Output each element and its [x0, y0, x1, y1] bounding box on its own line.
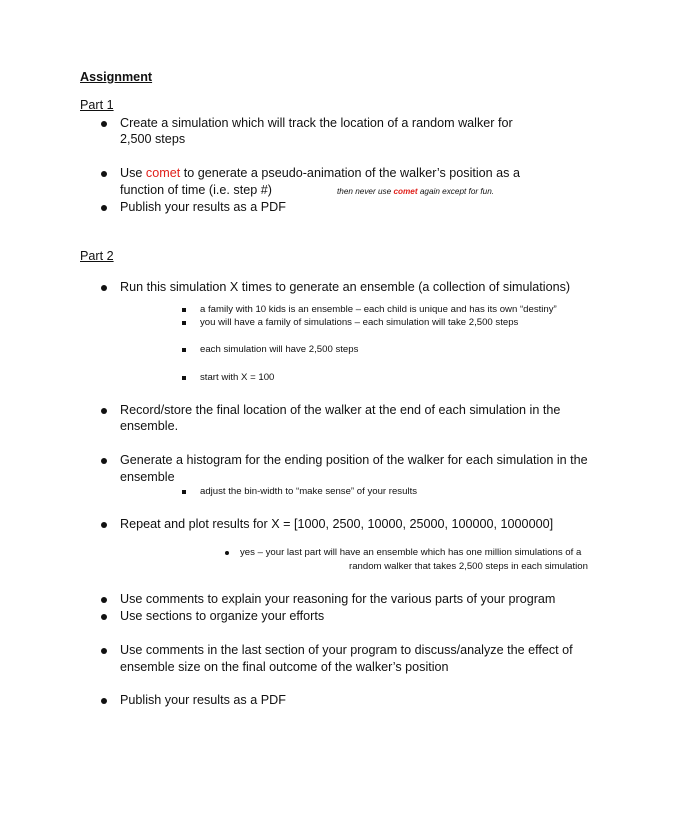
part2-heading: Part 2 — [80, 249, 114, 263]
bullet-icon — [101, 614, 107, 620]
bullet-icon — [101, 408, 107, 414]
part1-bullet1-line1: Create a simulation which will track the location of a random walker for — [120, 116, 513, 130]
note-keyword: comet — [393, 187, 418, 196]
part1-bullet1-line2: 2,500 steps — [120, 132, 186, 146]
part1-bullet2-line2: function of time (i.e. step #) — [120, 183, 272, 197]
bullet-icon — [225, 551, 229, 555]
part1-heading: Part 1 — [80, 98, 114, 112]
record-line1: Record/store the final location of the walker at the end of each simulation in the — [120, 403, 561, 417]
sub-bullet-start: start with X = 100 — [200, 372, 275, 383]
histogram-line2: ensemble — [120, 470, 175, 484]
publish-text: Publish your results as a PDF — [120, 693, 286, 707]
comments-text: Use comments to explain your reasoning for the various parts of your program — [120, 592, 556, 606]
assignment-title: Assignment — [80, 70, 153, 84]
bullet-icon — [101, 171, 107, 177]
bullet-icon — [101, 121, 107, 127]
sub-bullet-family: a family with 10 kids is an ensemble – each child is unique and has its own “destiny” — [200, 304, 557, 315]
last-section-line1: Use comments in the last section of your program to discuss/analyze the effect of — [120, 643, 573, 657]
last-section-line2: ensemble size on the final outcome of the walker’s position — [120, 660, 449, 674]
part1-bullet2-line1 — [120, 165, 520, 182]
bullet-icon — [101, 458, 107, 464]
comet-keyword: comet — [145, 166, 181, 180]
note-suffix: again except for fun. — [417, 187, 495, 196]
square-bullet-icon — [182, 376, 186, 380]
bullet-icon — [101, 597, 107, 603]
histogram-line1: Generate a histogram for the ending position of the walker for each simulation in the — [120, 453, 588, 467]
sub-bullet-bin-width: adjust the bin-width to “make sense” of your results — [200, 486, 418, 497]
comet-note — [337, 186, 494, 198]
bullet-icon — [101, 205, 107, 211]
sub-bullet-steps: each simulation will have 2,500 steps — [200, 344, 359, 355]
run-simulation-text: Run this simulation X times to generate an ensemble (a collection of simulations) — [120, 280, 571, 294]
square-bullet-icon — [182, 321, 186, 325]
note-prefix: then never use — [337, 187, 394, 196]
comet-prefix: Use — [120, 166, 146, 180]
square-bullet-icon — [182, 490, 186, 494]
bullet-icon — [101, 522, 107, 528]
yes-note-line1: yes – your last part will have an ensemble which has one million simulations of a — [240, 547, 582, 558]
sections-text: Use sections to organize your efforts — [120, 609, 325, 623]
sub-bullet-family-simulations: you will have a family of simulations – each simulation will take 2,500 steps — [200, 317, 519, 328]
comet-suffix: to generate a pseudo-animation of the walker’s position as a — [180, 166, 520, 180]
bullet-icon — [101, 648, 107, 654]
bullet-icon — [101, 698, 107, 704]
bullet-icon — [101, 285, 107, 291]
part1-bullet3: Publish your results as a PDF — [120, 200, 286, 214]
square-bullet-icon — [182, 348, 186, 352]
yes-note-line2: random walker that takes 2,500 steps in each simulation — [349, 561, 588, 572]
record-line2: ensemble. — [120, 419, 179, 433]
repeat-plot-text: Repeat and plot results for X = [1000, 2500, 10000, 25000, 100000, 1000000] — [120, 517, 554, 531]
square-bullet-icon — [182, 308, 186, 312]
